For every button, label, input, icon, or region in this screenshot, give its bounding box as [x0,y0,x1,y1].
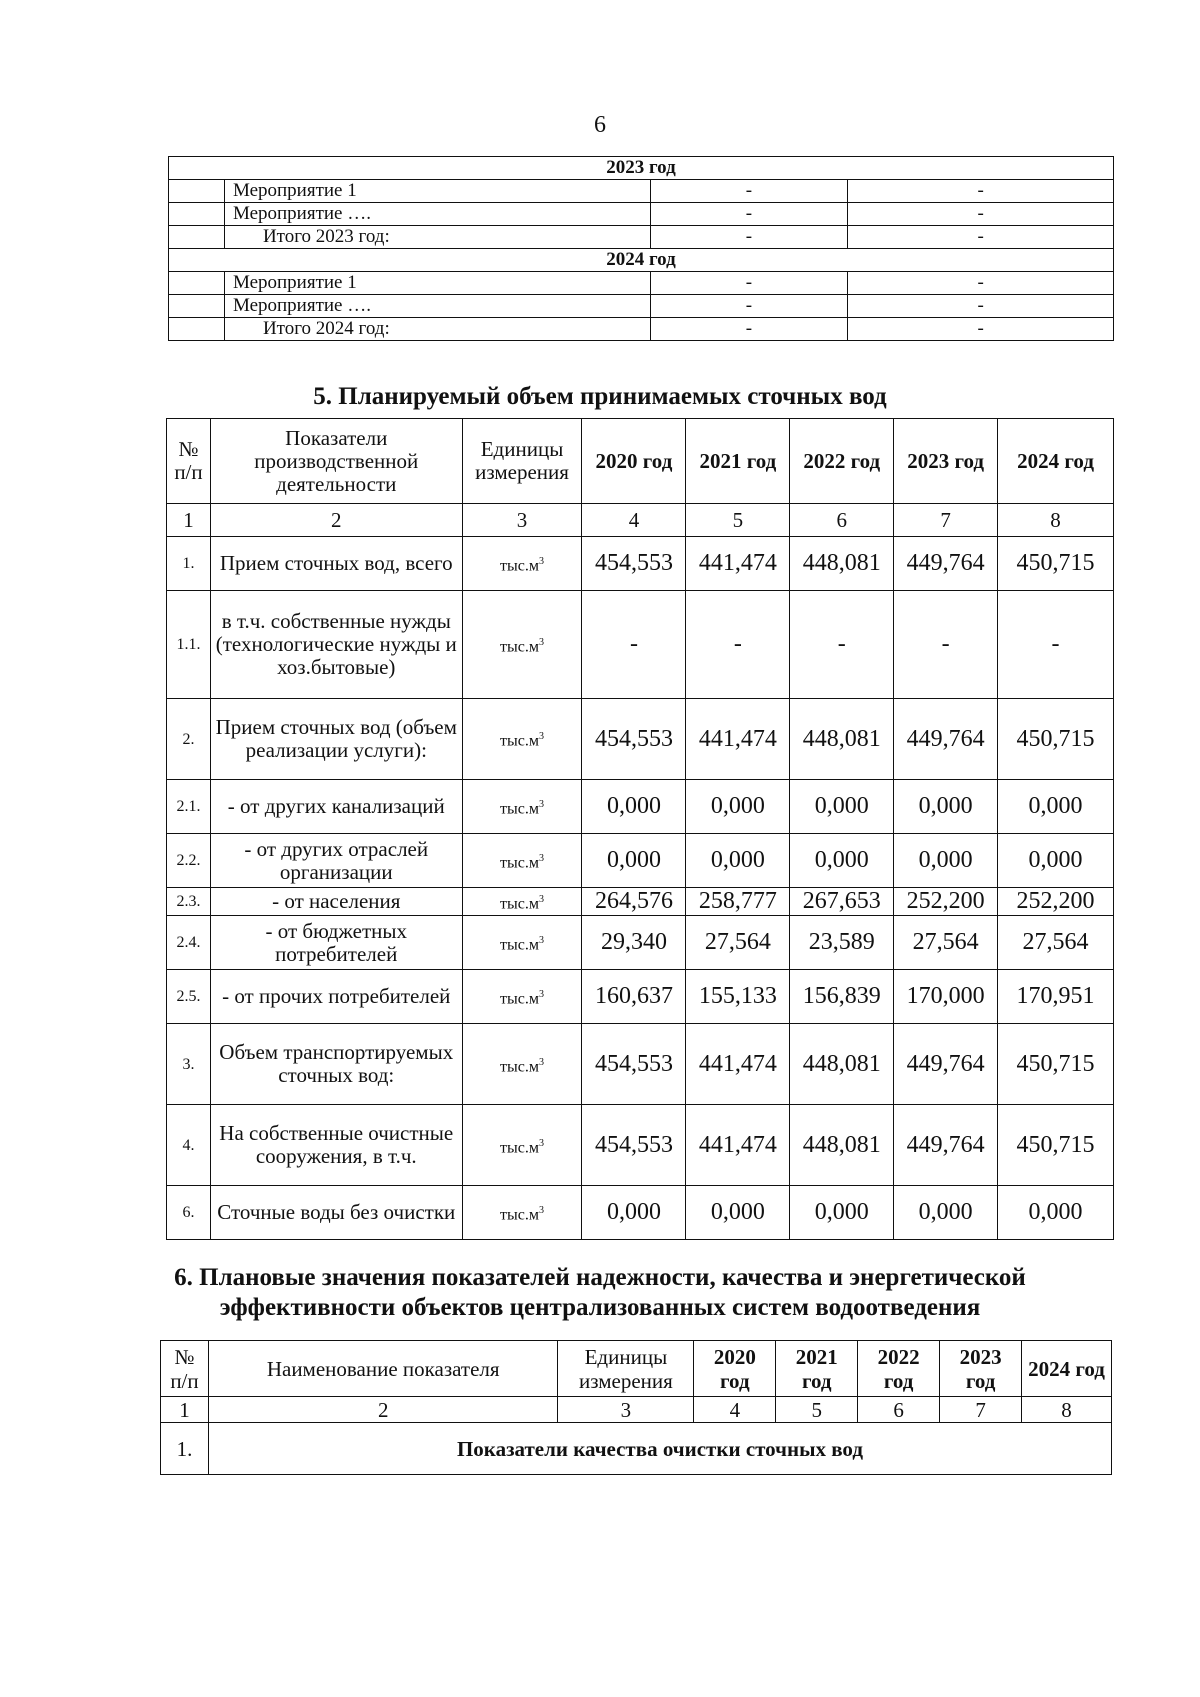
header-cell: 2022 год [858,1341,940,1397]
event-value: - [848,203,1114,226]
unit-base: тыс.м [500,854,540,872]
row-number: 2.3. [167,888,211,916]
value-cell: 0,000 [790,834,894,888]
unit-exponent: 3 [539,989,545,1001]
section6-title-line2: эффективности объектов централизованных систем водоотведения [219,1294,981,1321]
header-cell: 2021 год [686,419,790,504]
value-cell: 267,653 [790,888,894,916]
table-row [169,295,1114,318]
indicator-name: На собственные очистные сооружения, в т.ч. [210,1105,462,1186]
section5-title: 5. Планируемый объем принимаемых сточных вод [313,383,887,410]
event-value: - [650,180,848,203]
value-cell: 449,764 [894,1024,998,1105]
header-cell: Единицы измерения [558,1341,694,1397]
unit-exponent: 3 [539,935,545,947]
total-label: Итого 2023 год: [224,226,650,249]
value-cell: 0,000 [686,780,790,834]
value-cell: 252,200 [894,888,998,916]
unit-exponent: 3 [539,894,545,905]
unit-cell [462,1105,582,1186]
column-number-row [161,1397,1112,1423]
row-number: 4. [167,1105,211,1186]
event-value: - [848,180,1114,203]
header-cell: 2022 год [790,419,894,504]
indicator-name: - от прочих потребителей [210,970,462,1024]
value-cell: - [894,591,998,699]
indicator-name: - от бюджетных потребителей [210,916,462,970]
unit-cell [462,591,582,699]
indicator-name: - от других канализаций [210,780,462,834]
header-cell: № п/п [167,419,211,504]
unit-cell [462,780,582,834]
total-row [169,226,1114,249]
value-cell: 29,340 [582,916,686,970]
column-number: 7 [894,504,998,537]
value-cell: 0,000 [894,780,998,834]
row-number: 6. [167,1186,211,1240]
value-cell: 170,951 [998,970,1114,1024]
event-name: Мероприятие 1 [224,272,650,295]
row-number: 2.1. [167,780,211,834]
header-cell: Единицы измерения [462,419,582,504]
header-cell: Наименование показателя [208,1341,558,1397]
unit-base: тыс.м [500,895,540,913]
header-cell: 2024 год [998,419,1114,504]
column-number: 6 [858,1397,940,1423]
section-row-label: Показатели качества очистки сточных вод [208,1423,1111,1475]
unit-exponent: 3 [539,731,545,743]
row-number: 1.1. [167,591,211,699]
unit-exponent: 3 [539,798,545,810]
column-number: 5 [776,1397,858,1423]
unit-base: тыс.м [500,1206,540,1224]
value-cell: 0,000 [998,780,1114,834]
value-cell: 0,000 [894,834,998,888]
column-number: 3 [462,504,582,537]
header-cell: № п/п [161,1341,209,1397]
table-row [167,780,1114,834]
value-cell: 264,576 [582,888,686,916]
event-name: Мероприятие …. [224,203,650,226]
table-row [167,888,1114,916]
events-year-label: 2023 год [169,157,1114,180]
table-row [167,699,1114,780]
value-cell: - [790,591,894,699]
value-cell: 441,474 [686,1024,790,1105]
column-number: 3 [558,1397,694,1423]
indicator-name: в т.ч. собственные нужды (технологические нужды и хоз.бытовые) [210,591,462,699]
column-number: 4 [694,1397,776,1423]
column-number: 2 [208,1397,558,1423]
wastewater-volume-table [166,418,1114,1240]
value-cell: 448,081 [790,699,894,780]
value-cell: 156,839 [790,970,894,1024]
column-number-row [167,504,1114,537]
value-cell: 454,553 [582,1024,686,1105]
value-cell: 0,000 [686,1186,790,1240]
table-row [167,1024,1114,1105]
unit-cell [462,1186,582,1240]
value-cell: 450,715 [998,1105,1114,1186]
value-cell: 449,764 [894,1105,998,1186]
unit-cell [462,1024,582,1105]
event-value: - [848,295,1114,318]
indicator-name: Объем транспортируемых сточных вод: [210,1024,462,1105]
total-row [169,318,1114,341]
value-cell: 0,000 [790,780,894,834]
event-value: - [848,272,1114,295]
value-cell: 0,000 [686,834,790,888]
unit-base: тыс.м [500,800,540,818]
unit-base: тыс.м [500,1057,540,1075]
unit-base: тыс.м [500,1138,540,1156]
section6-title [0,1263,1200,1323]
unit-cell [462,699,582,780]
value-cell: 155,133 [686,970,790,1024]
events-section-2023 [169,157,1114,249]
value-cell: 23,589 [790,916,894,970]
column-number: 6 [790,504,894,537]
unit-cell [462,537,582,591]
unit-exponent: 3 [539,1137,545,1149]
wastewater-volume-rows [167,537,1114,1240]
value-cell: 448,081 [790,1105,894,1186]
total-value: - [650,226,848,249]
unit-base: тыс.м [500,732,540,750]
value-cell: 450,715 [998,699,1114,780]
unit-base: тыс.м [500,638,540,656]
event-value: - [650,203,848,226]
header-cell: 2020 год [694,1341,776,1397]
table-row [169,180,1114,203]
unit-exponent: 3 [539,1056,545,1068]
events-table [168,156,1114,341]
value-cell: 0,000 [582,1186,686,1240]
value-cell: - [998,591,1114,699]
event-name: Мероприятие …. [224,295,650,318]
row-number: 3. [167,1024,211,1105]
value-cell: 449,764 [894,537,998,591]
row-number: 2. [167,699,211,780]
value-cell: 449,764 [894,699,998,780]
unit-cell [462,916,582,970]
indicator-name: Прием сточных вод (объем реализации услуги): [210,699,462,780]
page-number: 6 [594,112,606,138]
unit-exponent: 3 [539,1205,545,1217]
unit-exponent: 3 [539,636,545,648]
table-row [169,272,1114,295]
unit-cell [462,834,582,888]
row-number: 1. [161,1423,209,1475]
column-number: 8 [998,504,1114,537]
column-number: 5 [686,504,790,537]
header-cell: 2024 год [1022,1341,1112,1397]
unit-exponent: 3 [539,852,545,864]
row-number: 2.2. [167,834,211,888]
value-cell: 0,000 [790,1186,894,1240]
value-cell: 170,000 [894,970,998,1024]
table-row [161,1423,1112,1475]
column-number: 1 [167,504,211,537]
events-section-2024 [169,249,1114,341]
value-cell: 454,553 [582,1105,686,1186]
value-cell: 27,564 [998,916,1114,970]
column-number: 1 [161,1397,209,1423]
value-cell: 27,564 [894,916,998,970]
indicator-name: Сточные воды без очистки [210,1186,462,1240]
section6-title-line1: 6. Плановые значения показателей надежности, качества и энергетической [174,1264,1026,1291]
indicators-table [160,1340,1112,1475]
value-cell: 0,000 [998,1186,1114,1240]
total-value: - [848,318,1114,341]
value-cell: 252,200 [998,888,1114,916]
unit-cell [462,888,582,916]
total-value: - [848,226,1114,249]
column-number: 2 [210,504,462,537]
row-number: 2.4. [167,916,211,970]
value-cell: 448,081 [790,1024,894,1105]
value-cell: 160,637 [582,970,686,1024]
unit-cell [462,970,582,1024]
unit-base: тыс.м [500,990,540,1008]
value-cell: 441,474 [686,537,790,591]
value-cell: 441,474 [686,699,790,780]
table-row [167,834,1114,888]
event-name: Мероприятие 1 [224,180,650,203]
row-number: 2.5. [167,970,211,1024]
value-cell: 454,553 [582,537,686,591]
table-row [167,1105,1114,1186]
table-row [167,537,1114,591]
value-cell: 448,081 [790,537,894,591]
value-cell: 0,000 [582,780,686,834]
row-number: 1. [167,537,211,591]
table-header-row [167,419,1114,504]
header-cell: 2023 год [894,419,998,504]
value-cell: - [582,591,686,699]
indicator-name: Прием сточных вод, всего [210,537,462,591]
table-header-row [161,1341,1112,1397]
event-value: - [650,295,848,318]
value-cell: 454,553 [582,699,686,780]
indicator-name: - от населения [210,888,462,916]
value-cell: 450,715 [998,1024,1114,1105]
column-number: 4 [582,504,686,537]
column-number: 8 [1022,1397,1112,1423]
table-row [167,916,1114,970]
table-row [167,970,1114,1024]
value-cell: 0,000 [998,834,1114,888]
unit-base: тыс.м [500,557,540,575]
header-cell: Показатели производственной деятельности [210,419,462,504]
indicator-name: - от других отраслей организации [210,834,462,888]
event-value: - [650,272,848,295]
value-cell: 27,564 [686,916,790,970]
column-number: 7 [940,1397,1022,1423]
table-row [167,591,1114,699]
table-row [169,203,1114,226]
header-cell: 2020 год [582,419,686,504]
unit-exponent: 3 [539,555,545,567]
table-row [167,1186,1114,1240]
header-cell: 2023 год [940,1341,1022,1397]
value-cell: 258,777 [686,888,790,916]
total-value: - [650,318,848,341]
unit-base: тыс.м [500,936,540,954]
header-cell: 2021 год [776,1341,858,1397]
events-year-label: 2024 год [169,249,1114,272]
value-cell: 441,474 [686,1105,790,1186]
value-cell: 0,000 [582,834,686,888]
value-cell: 450,715 [998,537,1114,591]
total-label: Итого 2024 год: [224,318,650,341]
value-cell: - [686,591,790,699]
value-cell: 0,000 [894,1186,998,1240]
